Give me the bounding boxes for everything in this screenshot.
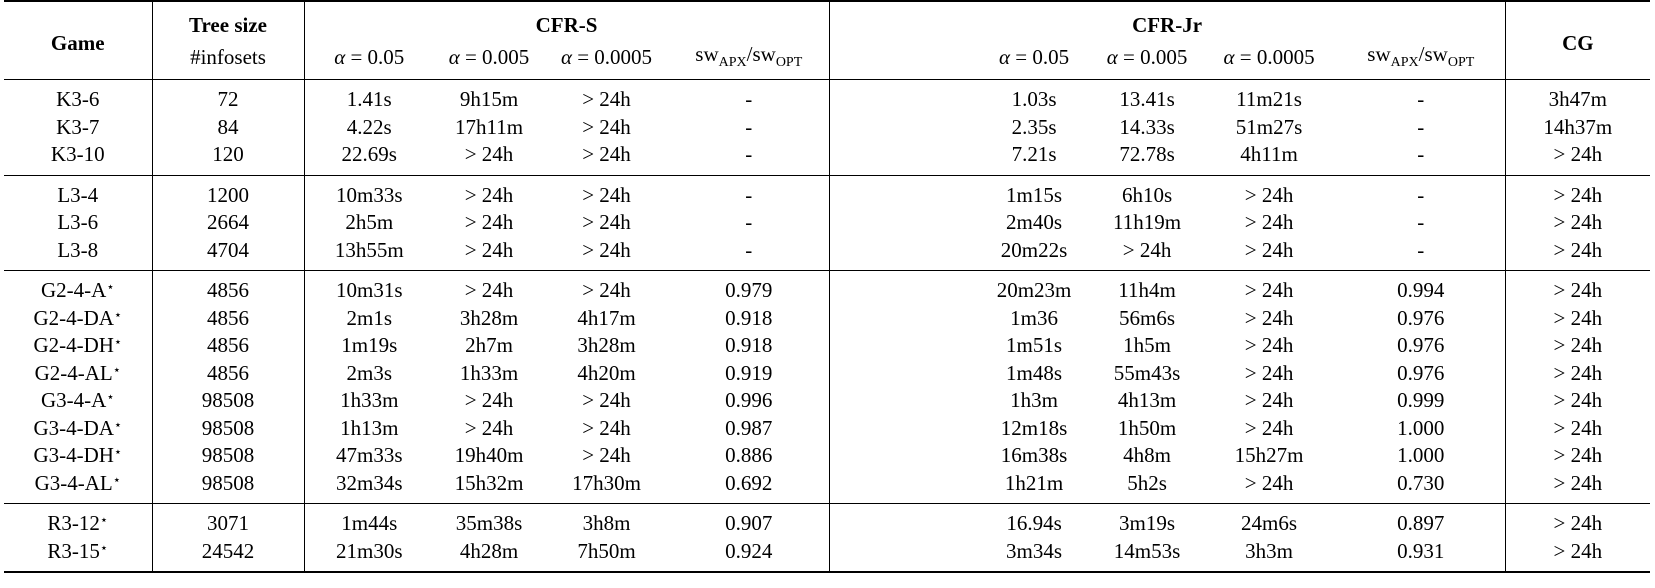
cell-tree-size: 1200 bbox=[152, 175, 304, 209]
cell-game: K3-10 bbox=[4, 141, 152, 175]
cell-cfr-s-sw-ratio: - bbox=[669, 209, 829, 237]
cell-tree-size: 2664 bbox=[152, 209, 304, 237]
cell-cg: > 24h bbox=[1553, 388, 1603, 413]
cell-cfr-jr-alpha-0.005: 14m53s bbox=[1093, 538, 1201, 573]
cell-cfr-jr-sw-ratio: 1.000 bbox=[1337, 415, 1505, 443]
cell-cfr-s-alpha-0.005: > 24h bbox=[464, 142, 514, 167]
cell-cfr-jr-alpha-0.0005: 11m21s bbox=[1201, 80, 1337, 114]
cell-cfr-jr-sw-ratio: 0.976 bbox=[1337, 360, 1505, 388]
cell-jr-spacer bbox=[829, 360, 975, 388]
cell-tree-size: 4856 bbox=[152, 271, 304, 305]
cell-cfr-s-alpha-0.05: 1.41s bbox=[304, 80, 434, 114]
cell-jr-spacer bbox=[829, 504, 975, 538]
cell-cfr-s-sw-ratio: 0.987 bbox=[669, 415, 829, 443]
cell-jr-spacer bbox=[829, 114, 975, 142]
table-row bbox=[4, 209, 1650, 237]
cell-cfr-jr-alpha-0.0005: > 24h bbox=[1244, 415, 1294, 440]
table-row bbox=[4, 237, 1650, 271]
cell-cfr-jr-alpha-0.005: 1h5m bbox=[1123, 333, 1171, 358]
cell-cg: > 24h bbox=[1505, 175, 1650, 209]
table-body bbox=[4, 80, 1650, 573]
cell-cfr-s-alpha-0.005: 9h15m bbox=[434, 80, 544, 114]
cell-cfr-jr-alpha-0.0005: > 24h bbox=[1244, 388, 1294, 413]
header-row-2 bbox=[4, 42, 1650, 80]
cell-cfr-jr-alpha-0.0005: > 24h bbox=[1244, 305, 1294, 330]
table-row bbox=[4, 114, 1650, 142]
cell-cfr-jr-alpha-0.005: 55m43s bbox=[1113, 360, 1181, 385]
star-marker: ⋆ bbox=[99, 512, 109, 528]
cell-cfr-s-sw-ratio: 0.692 bbox=[669, 470, 829, 504]
cell-cg: > 24h bbox=[1553, 360, 1603, 385]
cell-cfr-s-sw-ratio: - bbox=[669, 141, 829, 175]
header-jr-spacer bbox=[829, 42, 975, 80]
cell-game: G3-4-DH⋆ bbox=[4, 442, 152, 470]
table-row bbox=[4, 504, 1650, 538]
cell-cfr-s-alpha-0.05: 2m1s bbox=[346, 305, 392, 330]
cell-cfr-s-alpha-0.05: 1m44s bbox=[304, 504, 434, 538]
cell-cfr-jr-alpha-0.05: 16m38s bbox=[1000, 443, 1068, 468]
cell-cfr-jr-sw-ratio: 0.730 bbox=[1337, 470, 1505, 504]
cell-cfr-s-alpha-0.0005: > 24h bbox=[582, 114, 631, 139]
cell-cfr-jr-alpha-0.005: 3m19s bbox=[1093, 504, 1201, 538]
header-jr-alpha-1: α = 0.05 bbox=[998, 44, 1070, 69]
cell-tree-size: 98508 bbox=[152, 470, 304, 504]
cell-cfr-jr-alpha-0.005: 11h19m bbox=[1113, 210, 1182, 235]
cell-game: R3-15⋆ bbox=[4, 538, 152, 573]
cell-jr-spacer bbox=[829, 141, 975, 175]
cell-cfr-jr-sw-ratio: - bbox=[1337, 209, 1505, 237]
header-cfr-s: CFR-S bbox=[304, 1, 829, 42]
cell-cfr-jr-alpha-0.005: 13.41s bbox=[1093, 80, 1201, 114]
cell-cfr-jr-alpha-0.005: 4h8m bbox=[1123, 443, 1171, 468]
cell-cfr-jr-sw-ratio: 0.897 bbox=[1337, 504, 1505, 538]
cell-cfr-s-alpha-0.005: 4h28m bbox=[434, 538, 544, 573]
cell-game: G2-4-DA⋆ bbox=[4, 305, 152, 333]
cell-cfr-jr-sw-ratio: - bbox=[1337, 80, 1505, 114]
cell-cfr-s-alpha-0.005: > 24h bbox=[464, 237, 514, 262]
cell-cfr-jr-alpha-0.05: 1m15s bbox=[975, 175, 1093, 209]
cell-cfr-jr-sw-ratio: 0.994 bbox=[1337, 271, 1505, 305]
cell-cfr-s-alpha-0.05: 2m3s bbox=[346, 360, 392, 385]
cell-jr-spacer bbox=[829, 538, 975, 573]
cell-cfr-jr-alpha-0.0005: > 24h bbox=[1244, 470, 1294, 495]
cell-cg: > 24h bbox=[1505, 504, 1650, 538]
cell-cfr-s-sw-ratio: 0.996 bbox=[669, 387, 829, 415]
cell-cfr-s-alpha-0.0005: > 24h bbox=[582, 388, 631, 413]
cell-cfr-jr-sw-ratio: 0.931 bbox=[1337, 538, 1505, 573]
cell-cfr-s-alpha-0.05: 1m19s bbox=[341, 333, 398, 358]
cell-jr-spacer bbox=[829, 442, 975, 470]
cell-cfr-jr-alpha-0.05: 20m23m bbox=[975, 271, 1093, 305]
table-row bbox=[4, 175, 1650, 209]
cell-tree-size: 120 bbox=[152, 141, 304, 175]
star-marker: ⋆ bbox=[106, 389, 115, 405]
cell-cg: > 24h bbox=[1553, 305, 1603, 330]
cell-cfr-s-sw-ratio: 0.918 bbox=[669, 305, 829, 333]
cell-cfr-s-alpha-0.05: 1h33m bbox=[340, 388, 399, 413]
cell-tree-size: 3071 bbox=[152, 504, 304, 538]
cell-tree-size: 4704 bbox=[152, 237, 304, 271]
cell-cfr-jr-sw-ratio: 0.976 bbox=[1337, 332, 1505, 360]
cell-cfr-jr-alpha-0.0005: 3h3m bbox=[1201, 538, 1337, 573]
header-s-alpha-1: α = 0.05 bbox=[334, 44, 405, 69]
cell-cfr-s-alpha-0.0005: > 24h bbox=[544, 80, 669, 114]
table-row bbox=[4, 305, 1650, 333]
cell-cfr-s-alpha-0.0005: > 24h bbox=[582, 443, 631, 468]
cell-cfr-jr-alpha-0.0005: > 24h bbox=[1244, 237, 1294, 262]
cell-cfr-s-alpha-0.05: 10m31s bbox=[304, 271, 434, 305]
cell-cfr-s-alpha-0.005: 17h11m bbox=[454, 114, 524, 139]
cell-cg: > 24h bbox=[1505, 538, 1650, 573]
table-row bbox=[4, 80, 1650, 114]
cell-cfr-jr-alpha-0.05: 16.94s bbox=[975, 504, 1093, 538]
star-marker: ⋆ bbox=[112, 471, 121, 487]
results-table bbox=[4, 0, 1650, 573]
cell-cfr-jr-alpha-0.05: 2m40s bbox=[1006, 210, 1063, 235]
table-row bbox=[4, 387, 1650, 415]
cell-cfr-s-alpha-0.005: 1h33m bbox=[459, 360, 519, 385]
cell-cfr-jr-alpha-0.05: 1m36 bbox=[1010, 305, 1058, 330]
star-marker: ⋆ bbox=[113, 416, 123, 432]
header-jr-sw-ratio: $sw_{APX}/sw_{OPT}$ bbox=[1337, 42, 1505, 80]
cell-jr-spacer bbox=[829, 237, 975, 271]
star-marker: ⋆ bbox=[112, 361, 121, 377]
star-marker: ⋆ bbox=[113, 444, 123, 460]
star-marker: ⋆ bbox=[99, 539, 109, 555]
cell-cfr-jr-alpha-0.005: 1h50m bbox=[1117, 415, 1177, 440]
cell-jr-spacer bbox=[829, 175, 975, 209]
cell-cfr-s-alpha-0.0005: > 24h bbox=[582, 415, 631, 440]
cell-cfr-jr-alpha-0.0005: > 24h bbox=[1201, 271, 1337, 305]
cell-cfr-s-alpha-0.0005: 4h20m bbox=[577, 360, 636, 385]
cell-cfr-s-alpha-0.005: 15h32m bbox=[454, 470, 524, 495]
cell-cfr-s-sw-ratio: 0.886 bbox=[669, 442, 829, 470]
cell-cfr-jr-sw-ratio: - bbox=[1337, 175, 1505, 209]
cell-cfr-s-alpha-0.005: > 24h bbox=[434, 175, 544, 209]
cell-game: L3-8 bbox=[4, 237, 152, 271]
cell-cfr-jr-alpha-0.0005: 4h11m bbox=[1240, 142, 1298, 167]
cell-cfr-s-alpha-0.0005: > 24h bbox=[544, 271, 669, 305]
cell-jr-spacer bbox=[829, 415, 975, 443]
cell-cfr-s-alpha-0.0005: > 24h bbox=[582, 142, 631, 167]
cell-cfr-s-alpha-0.05: 1h13m bbox=[340, 415, 399, 440]
cell-cfr-jr-alpha-0.0005: > 24h bbox=[1244, 360, 1294, 385]
cell-cfr-jr-sw-ratio: 0.976 bbox=[1337, 305, 1505, 333]
star-marker: ⋆ bbox=[106, 279, 115, 295]
cell-cg: > 24h bbox=[1553, 470, 1603, 495]
cell-cfr-s-alpha-0.005: > 24h bbox=[464, 415, 514, 440]
cell-cfr-s-alpha-0.0005: > 24h bbox=[544, 175, 669, 209]
cell-game: G2-4-AL⋆ bbox=[4, 360, 152, 388]
cell-game: G3-4-DA⋆ bbox=[4, 415, 152, 443]
cell-cfr-s-alpha-0.05: 21m30s bbox=[304, 538, 434, 573]
table-row bbox=[4, 538, 1650, 573]
cell-game: G3-4-AL⋆ bbox=[4, 470, 152, 504]
table-row bbox=[4, 415, 1650, 443]
cell-cfr-jr-alpha-0.0005: 15h27m bbox=[1234, 443, 1304, 468]
cell-cfr-jr-alpha-0.0005: > 24h bbox=[1244, 333, 1294, 358]
star-marker: ⋆ bbox=[113, 334, 123, 350]
cell-cfr-s-alpha-0.005: 19h40m bbox=[454, 443, 524, 468]
cell-cfr-s-alpha-0.0005: 17h30m bbox=[572, 470, 641, 495]
cell-tree-size: 72 bbox=[152, 80, 304, 114]
header-jr-alpha-3: α = 0.0005 bbox=[1223, 44, 1315, 69]
header-jr-alpha-2: α = 0.005 bbox=[1106, 44, 1188, 69]
cell-cfr-s-alpha-0.005: > 24h bbox=[464, 388, 514, 413]
cell-cfr-jr-alpha-0.0005: > 24h bbox=[1201, 175, 1337, 209]
cell-cfr-s-alpha-0.05: 13h55m bbox=[334, 237, 404, 262]
cell-cfr-s-sw-ratio: 0.907 bbox=[669, 504, 829, 538]
cell-jr-spacer bbox=[829, 387, 975, 415]
cell-tree-size: 98508 bbox=[152, 387, 304, 415]
cell-cfr-s-alpha-0.05: 10m33s bbox=[304, 175, 434, 209]
cell-game: G2-4-A⋆ bbox=[4, 271, 152, 305]
cell-tree-size: 4856 bbox=[152, 332, 304, 360]
cell-cfr-s-alpha-0.005: 2h7m bbox=[465, 333, 513, 358]
table-row bbox=[4, 360, 1650, 388]
table-row bbox=[4, 141, 1650, 175]
cell-cfr-s-alpha-0.0005: 3h8m bbox=[544, 504, 669, 538]
cell-cfr-jr-alpha-0.005: 56m6s bbox=[1119, 305, 1176, 330]
header-s-sw-ratio: $sw_{APX}/sw_{OPT}$ bbox=[669, 42, 829, 80]
star-marker: ⋆ bbox=[113, 306, 123, 322]
cell-cfr-s-alpha-0.0005: 7h50m bbox=[544, 538, 669, 573]
cell-cfr-jr-alpha-0.005: 11h4m bbox=[1093, 271, 1201, 305]
cell-jr-spacer bbox=[829, 305, 975, 333]
cell-cfr-s-sw-ratio: - bbox=[669, 237, 829, 271]
cell-cfr-jr-alpha-0.005: 6h10s bbox=[1093, 175, 1201, 209]
cell-cfr-jr-alpha-0.05: 1h3m bbox=[1010, 388, 1058, 413]
cell-cfr-jr-alpha-0.0005: 51m27s bbox=[1235, 114, 1303, 139]
cell-cfr-s-alpha-0.005: > 24h bbox=[434, 271, 544, 305]
cell-cfr-s-alpha-0.05: 2h5m bbox=[345, 210, 394, 235]
header-game: Game bbox=[4, 1, 152, 80]
cell-cfr-s-alpha-0.0005: > 24h bbox=[582, 237, 631, 262]
cell-cfr-s-sw-ratio: 0.924 bbox=[669, 538, 829, 573]
cell-cfr-s-alpha-0.05: 47m33s bbox=[335, 443, 403, 468]
header-cg: CG bbox=[1505, 1, 1650, 80]
cell-tree-size: 4856 bbox=[152, 305, 304, 333]
cell-cg: > 24h bbox=[1553, 443, 1603, 468]
cell-cfr-jr-alpha-0.005: 72.78s bbox=[1119, 142, 1175, 167]
cell-cfr-jr-alpha-0.005: 14.33s bbox=[1119, 114, 1175, 139]
cell-cfr-jr-alpha-0.05: 12m18s bbox=[1000, 415, 1068, 440]
cell-cfr-s-sw-ratio: 0.919 bbox=[669, 360, 829, 388]
cell-cfr-jr-alpha-0.05: 3m34s bbox=[975, 538, 1093, 573]
cell-cfr-jr-alpha-0.05: 1m51s bbox=[1006, 333, 1063, 358]
header-tree-size: Tree size bbox=[152, 1, 304, 42]
cell-cfr-s-alpha-0.0005: 3h28m bbox=[577, 333, 636, 358]
cell-cfr-jr-alpha-0.05: 1.03s bbox=[975, 80, 1093, 114]
cell-cfr-jr-alpha-0.005: > 24h bbox=[1122, 237, 1172, 262]
table-row bbox=[4, 332, 1650, 360]
cell-cg: 3h47m bbox=[1505, 80, 1650, 114]
cell-cfr-jr-alpha-0.0005: 24m6s bbox=[1201, 504, 1337, 538]
cell-cfr-s-sw-ratio: 0.979 bbox=[669, 271, 829, 305]
cell-cg: > 24h bbox=[1553, 210, 1603, 235]
cell-game: K3-7 bbox=[4, 114, 152, 142]
header-s-alpha-2: α = 0.005 bbox=[448, 44, 530, 69]
header-row-1 bbox=[4, 1, 1650, 42]
cell-cfr-jr-alpha-0.0005: > 24h bbox=[1244, 210, 1294, 235]
cell-jr-spacer bbox=[829, 332, 975, 360]
cell-cfr-jr-alpha-0.05: 1m48s bbox=[1006, 360, 1063, 385]
cell-tree-size: 24542 bbox=[152, 538, 304, 573]
cell-jr-spacer bbox=[829, 80, 975, 114]
cell-jr-spacer bbox=[829, 470, 975, 504]
cell-cfr-s-alpha-0.0005: 4h17m bbox=[577, 305, 636, 330]
table-row bbox=[4, 442, 1650, 470]
cell-cg: > 24h bbox=[1553, 237, 1603, 262]
cell-cfr-s-sw-ratio: 0.918 bbox=[669, 332, 829, 360]
table-row bbox=[4, 470, 1650, 504]
cell-cfr-jr-sw-ratio: - bbox=[1337, 237, 1505, 271]
cell-cfr-s-alpha-0.0005: > 24h bbox=[582, 210, 631, 235]
cell-tree-size: 4856 bbox=[152, 360, 304, 388]
cell-cfr-jr-sw-ratio: - bbox=[1337, 114, 1505, 142]
header-infosets: #infosets bbox=[152, 42, 304, 80]
cell-jr-spacer bbox=[829, 209, 975, 237]
cell-cfr-s-sw-ratio: - bbox=[669, 80, 829, 114]
cell-game: G2-4-DH⋆ bbox=[4, 332, 152, 360]
cell-cfr-s-alpha-0.005: > 24h bbox=[464, 210, 514, 235]
table-row bbox=[4, 271, 1650, 305]
cell-cfr-jr-alpha-0.05: 7.21s bbox=[1011, 142, 1057, 167]
cell-cg: > 24h bbox=[1553, 142, 1603, 167]
cell-cfr-s-alpha-0.005: 3h28m bbox=[459, 305, 519, 330]
cell-cfr-jr-alpha-0.005: 5h2s bbox=[1127, 470, 1167, 495]
cell-cfr-s-alpha-0.05: 22.69s bbox=[341, 142, 397, 167]
cell-cfr-s-alpha-0.05: 4.22s bbox=[346, 114, 392, 139]
cell-tree-size: 98508 bbox=[152, 442, 304, 470]
cell-cg: > 24h bbox=[1553, 333, 1603, 358]
cell-cfr-s-alpha-0.005: 35m38s bbox=[434, 504, 544, 538]
cell-cg: 14h37m bbox=[1543, 114, 1613, 139]
header-s-alpha-3: α = 0.0005 bbox=[560, 44, 653, 69]
cell-game: K3-6 bbox=[4, 80, 152, 114]
cell-cfr-s-alpha-0.05: 32m34s bbox=[335, 470, 403, 495]
cell-cfr-s-sw-ratio: - bbox=[669, 114, 829, 142]
cell-tree-size: 98508 bbox=[152, 415, 304, 443]
cell-cfr-jr-sw-ratio: 0.999 bbox=[1337, 387, 1505, 415]
cell-cg: > 24h bbox=[1505, 271, 1650, 305]
cell-cfr-jr-alpha-0.05: 2.35s bbox=[1011, 114, 1057, 139]
cell-game: R3-12⋆ bbox=[4, 504, 152, 538]
cell-tree-size: 84 bbox=[152, 114, 304, 142]
cell-cfr-jr-sw-ratio: 1.000 bbox=[1337, 442, 1505, 470]
cell-cfr-jr-alpha-0.005: 4h13m bbox=[1117, 388, 1177, 413]
cell-cfr-jr-sw-ratio: - bbox=[1337, 141, 1505, 175]
cell-cfr-jr-alpha-0.05: 20m22s bbox=[1000, 237, 1068, 262]
cell-game: G3-4-A⋆ bbox=[4, 387, 152, 415]
cell-game: L3-4 bbox=[4, 175, 152, 209]
cell-cfr-jr-alpha-0.05: 1h21m bbox=[1004, 470, 1064, 495]
header-cfr-jr: CFR-Jr bbox=[829, 1, 1505, 42]
cell-cg: > 24h bbox=[1553, 415, 1603, 440]
cell-cfr-s-sw-ratio: - bbox=[669, 175, 829, 209]
cell-jr-spacer bbox=[829, 271, 975, 305]
cell-game: L3-6 bbox=[4, 209, 152, 237]
